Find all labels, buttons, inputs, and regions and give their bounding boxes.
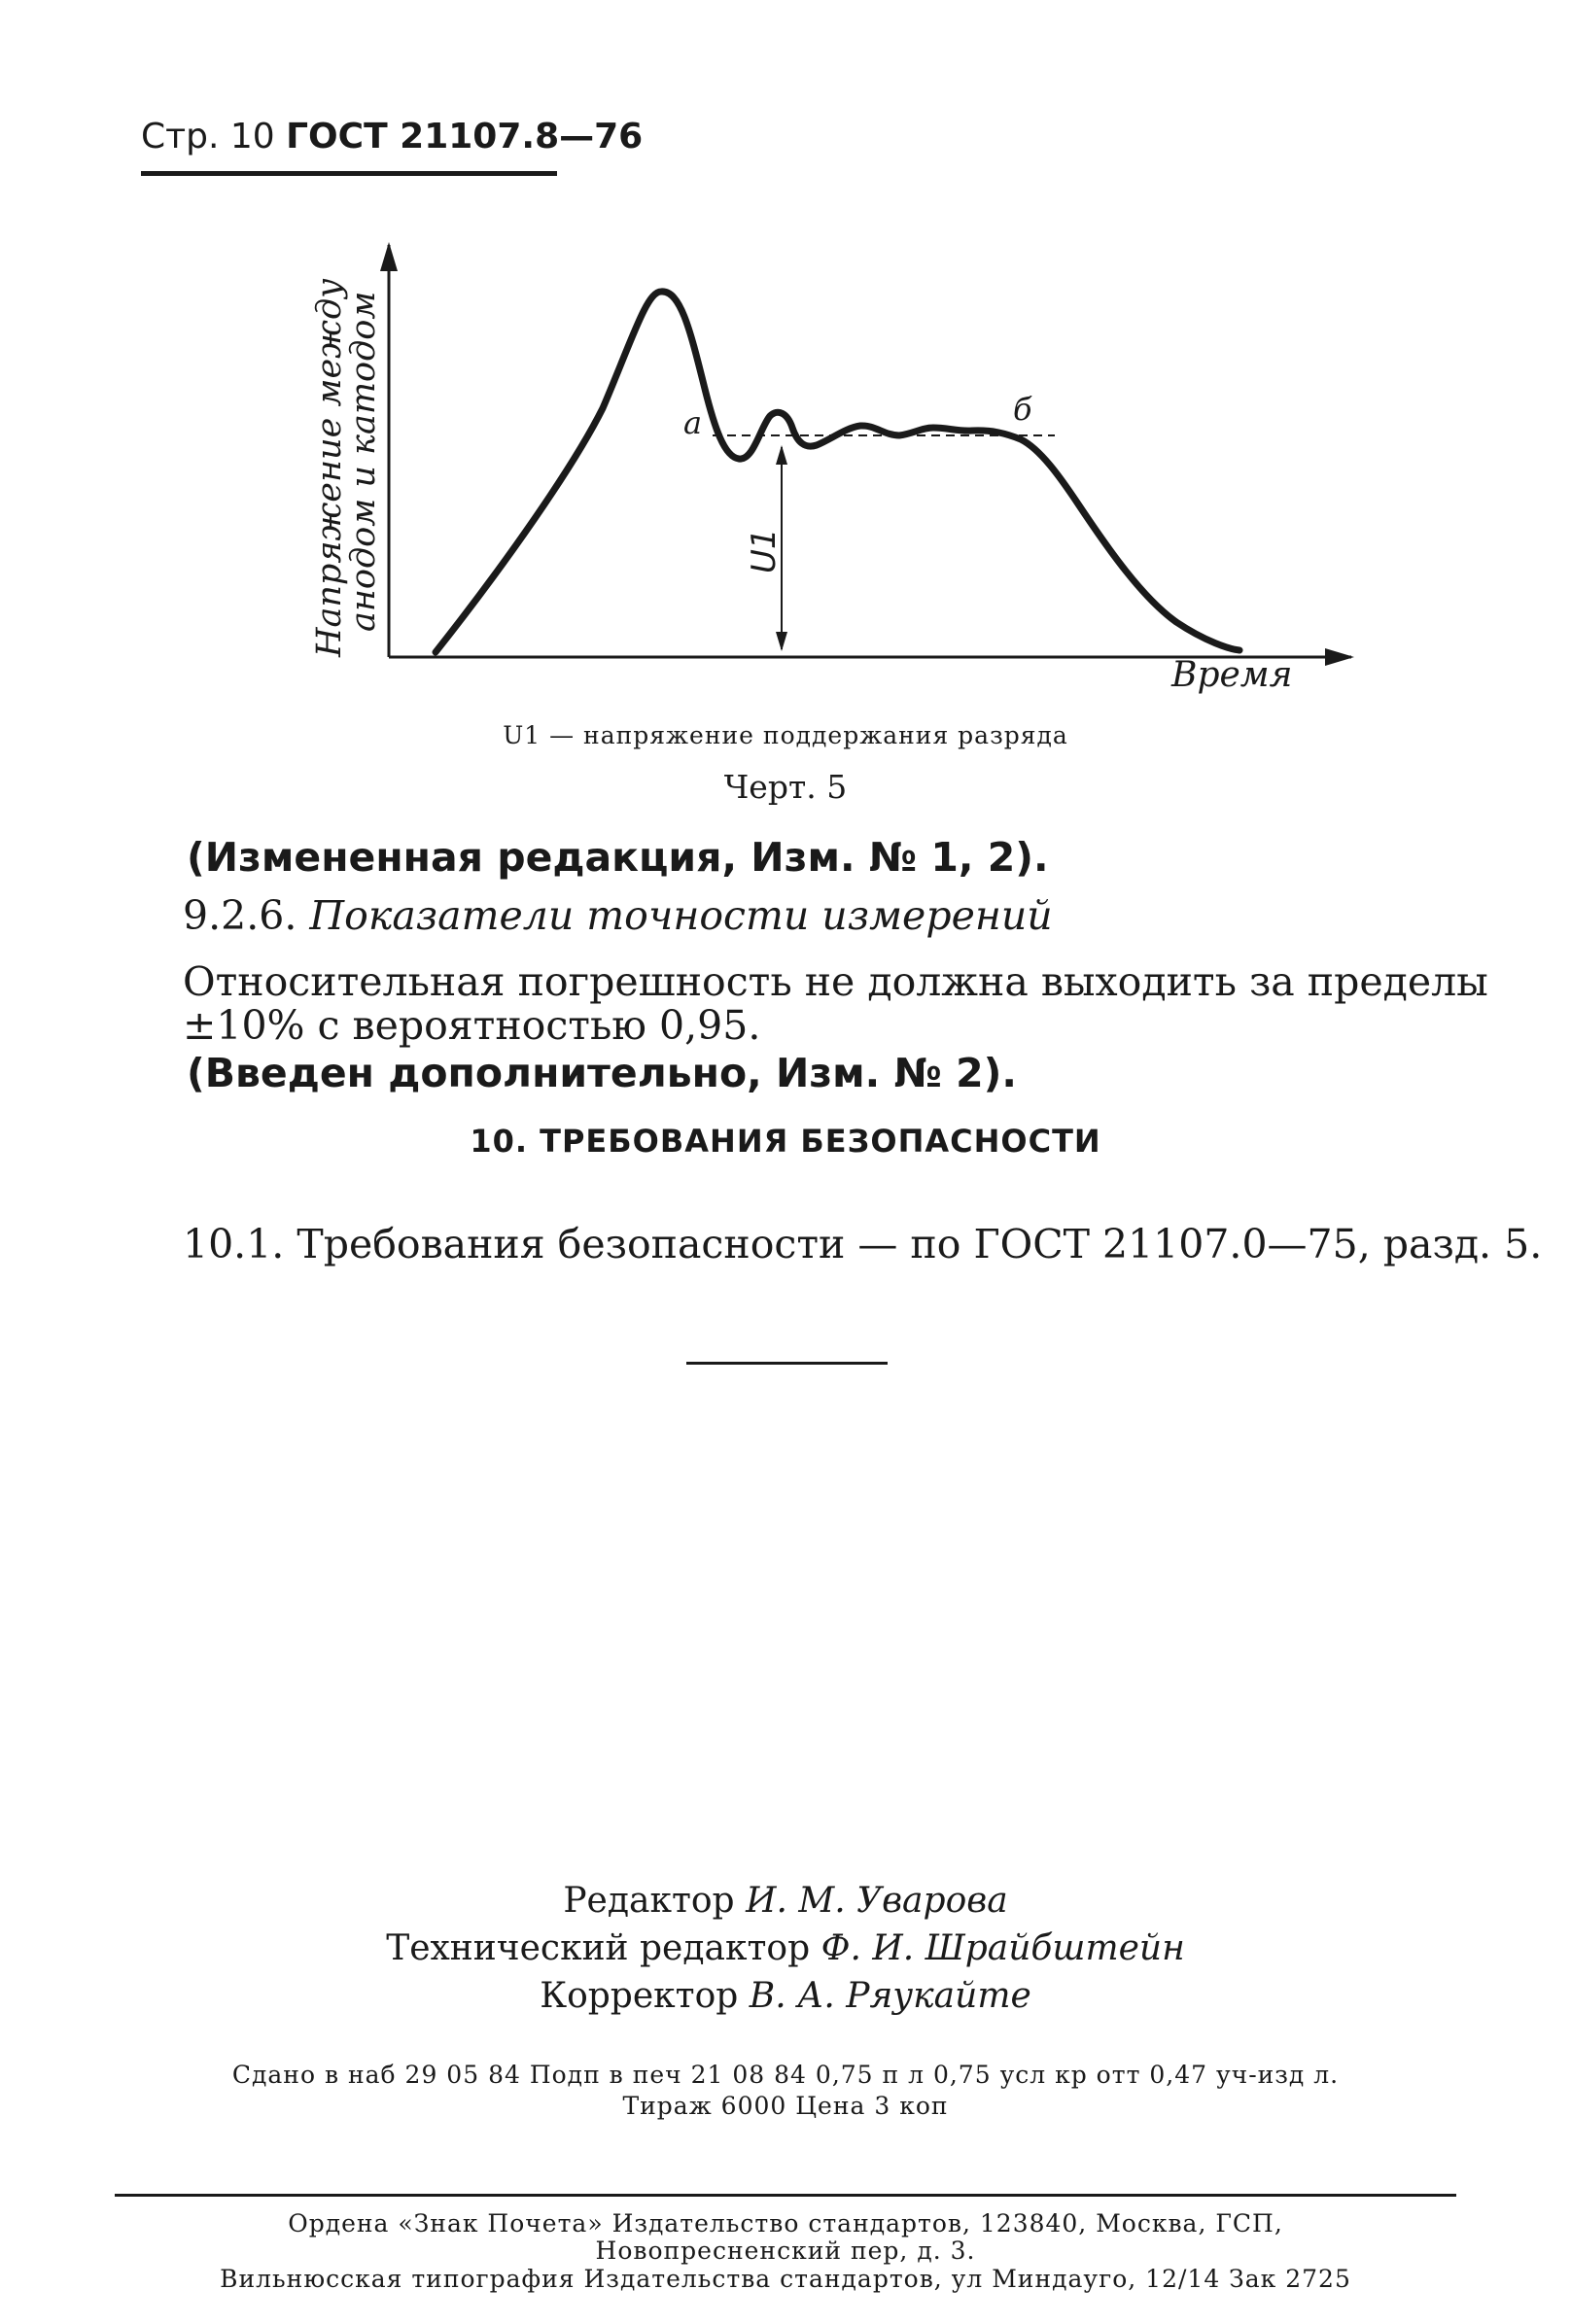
figure-caption: U1 — напряжение поддержания разряда bbox=[503, 721, 1068, 749]
clause-title: Показатели точности измерений bbox=[309, 892, 1053, 939]
credit-editor: Редактор И. М. Уварова bbox=[563, 1881, 1008, 1921]
credit-corrector: Корректор В. А. Ряукайте bbox=[540, 1976, 1031, 2016]
amendment-note-1: (Измененная редакция, Изм. № 1, 2). bbox=[187, 834, 1049, 881]
point-a-label: а bbox=[683, 404, 703, 441]
standard-code: ГОСТ 21107.8—76 bbox=[286, 117, 644, 156]
credit-tech-editor: Технический редактор Ф. И. Шрайбштейн bbox=[386, 1928, 1185, 1968]
amendment-note-2: (Введен дополнительно, Изм. № 2). bbox=[187, 1050, 1017, 1096]
imprint-line-4: Новопресненский пер, д. 3. bbox=[595, 2237, 976, 2265]
imprint-rule bbox=[115, 2194, 1456, 2197]
paragraph-line-2: ±10% с вероятностью 0,95. bbox=[183, 1002, 761, 1049]
clause-10-1: 10.1. Требования безопасности — по ГОСТ 21107.0—75, разд. 5. bbox=[183, 1221, 1543, 1267]
page-number: Стр. 10 bbox=[141, 117, 275, 156]
figure-title: Черт. 5 bbox=[723, 768, 848, 806]
y-axis-label-line2: анодом и катодом bbox=[344, 291, 383, 632]
voltage-curve bbox=[436, 292, 1239, 652]
point-b-label: б bbox=[1013, 391, 1032, 428]
clause-9-2-6 bbox=[183, 892, 1053, 939]
imprint-line-3: Ордена «Знак Почета» Издательство стандартов, 123840, Москва, ГСП, bbox=[288, 2209, 1283, 2237]
tech-editor-name: Ф. И. Шрайбштейн bbox=[820, 1928, 1185, 1968]
u1-label: U1 bbox=[745, 528, 784, 573]
imprint-line-1: Сдано в наб 29 05 84 Подп в печ 21 08 84 0,75 п л 0,75 усл кр отт 0,47 уч-изд л. bbox=[231, 2061, 1340, 2089]
imprint-line-5: Вильнюсская типография Издательства стандартов, ул Миндауго, 12/14 Зак 2725 bbox=[220, 2265, 1351, 2293]
paragraph-line-1: Относительная погрешность не должна выходить за пределы bbox=[183, 958, 1488, 1005]
x-axis-label: Время bbox=[1171, 655, 1293, 695]
voltage-chart bbox=[0, 0, 1571, 719]
clause-number: 9.2.6. bbox=[183, 892, 297, 939]
corrector-name: В. А. Ряукайте bbox=[749, 1976, 1031, 2016]
separator-rule bbox=[686, 1362, 888, 1365]
editor-name: И. М. Уварова bbox=[746, 1881, 1008, 1921]
imprint-line-2: Тираж 6000 Цена 3 коп bbox=[622, 2092, 949, 2120]
y-axis-label-line1: Напряжение между bbox=[310, 278, 349, 657]
section-title: 10. ТРЕБОВАНИЯ БЕЗОПАСНОСТИ bbox=[470, 1123, 1101, 1160]
